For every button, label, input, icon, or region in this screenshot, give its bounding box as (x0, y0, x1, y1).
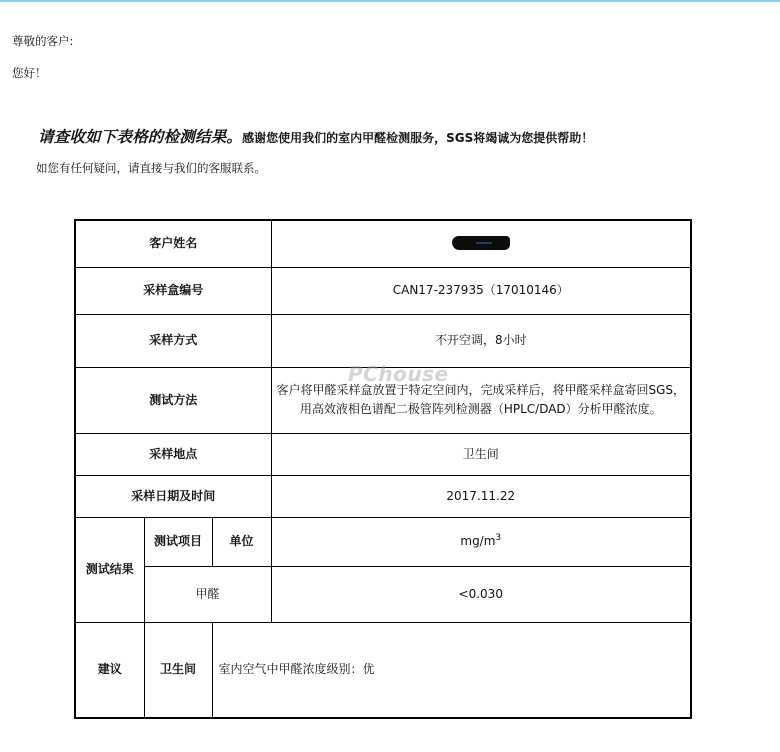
test-method-label: 测试方法 (75, 367, 271, 433)
sample-box-value: CAN17-237935（17010146） (271, 267, 691, 314)
table-row (75, 433, 691, 475)
headline-main: 请查收如下表格的检测结果。 (38, 128, 243, 146)
advice-label: 建议 (75, 622, 144, 718)
customer-name-label: 客户姓名 (75, 220, 271, 267)
sampling-method-label: 采样方式 (75, 314, 271, 367)
datetime-label: 采样日期及时间 (75, 475, 271, 517)
table-row (75, 517, 691, 566)
table-row (75, 566, 691, 622)
test-item-label: 测试项目 (144, 517, 212, 566)
advice-room: 卫生间 (144, 622, 212, 718)
headline-thanks: 感谢您使用我们的室内甲醛检测服务，SGS将竭诚为您提供帮助！ (242, 131, 594, 145)
contact-note: 如您有任何疑问，请直接与我们的客服联系。 (36, 161, 266, 175)
location-label: 采样地点 (75, 433, 271, 475)
datetime-value: 2017.11.22 (271, 475, 691, 517)
unit-text: mg/m (460, 534, 496, 549)
hello-text: 您好！ (12, 66, 47, 80)
test-method-line-1: 客户将甲醛采样盒放置于特定空间内，完成采样后，将甲醛采样盒寄回SGS， (276, 383, 686, 398)
table-row (75, 314, 691, 367)
sample-box-label: 采样盒编号 (75, 267, 271, 314)
greeting-text: 尊敬的客户: (12, 34, 74, 48)
location-value: 卫生间 (271, 433, 691, 475)
table-row (75, 267, 691, 314)
test-method-line-2: 用高效液相色谱配二极管阵列检测器（HPLC/DAD）分析甲醛浓度。 (299, 402, 662, 416)
advice-text: 室内空气中甲醛浓度级别：优 (212, 622, 691, 718)
customer-name-value (271, 220, 691, 267)
analyte-name: 甲醛 (144, 566, 271, 622)
unit-superscript: 3 (495, 533, 502, 544)
result-value: <0.030 (271, 566, 691, 622)
test-method-value (271, 367, 691, 433)
sampling-method-value: 不开空调，8小时 (271, 314, 691, 367)
results-label: 测试结果 (75, 517, 144, 622)
headline (38, 125, 593, 147)
table-row (75, 622, 691, 718)
results-table (74, 219, 692, 719)
table-row (75, 475, 691, 517)
unit-value (271, 517, 691, 566)
redacted-name (452, 236, 510, 250)
unit-label: 单位 (212, 517, 271, 566)
top-border-line (0, 0, 780, 2)
table-row (75, 220, 691, 267)
watermark-logo: PChouse (348, 362, 449, 386)
